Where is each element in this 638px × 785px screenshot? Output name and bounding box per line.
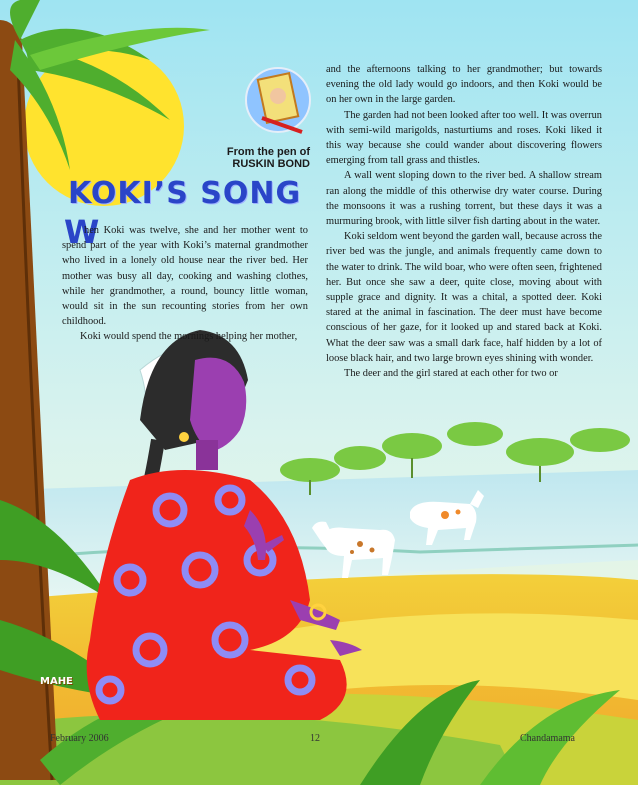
paragraph: Koki would spend the mornings helping her mother, bbox=[80, 331, 298, 343]
footer-page-number: 12 bbox=[310, 733, 320, 744]
text-column-right bbox=[326, 62, 602, 381]
paragraph: Koki seldom went beyond the garden wall, because across the river bed was the jungle, and animals frequently came down to the water to drink. The wild boar, who were often seen, frightened her. But once she saw a deer, quite close, moving about with supple grace and dignity. It was a chital, a spotted deer. Koki stared at the animal in fascination. The deer must have become conscious of her gaze, for it looked up and stared back at Koki. What the deer saw was a small dark face, half hidden by a lot of loose black hair, and two large brown eyes shining with wonder. bbox=[326, 231, 602, 364]
byline-line1: From the pen of bbox=[226, 146, 310, 158]
artist-signature: MAHE bbox=[40, 676, 73, 687]
paragraph: The garden had not been looked after too well. It was overrun with semi-wild marigolds, nasturtiums and roses. Koki liked it this way because she could wander about discovering flowers emerging from tall grass and thistles. bbox=[326, 109, 602, 167]
paragraph: The deer and the girl stared at each other for two or bbox=[344, 368, 558, 380]
author-portrait bbox=[246, 68, 310, 132]
drop-cap: W bbox=[64, 213, 100, 251]
footer-magazine-name: Chandamama bbox=[520, 733, 575, 744]
author-byline bbox=[196, 146, 310, 170]
paragraph: A wall went sloping down to the river bed. A shallow stream ran along the middle of this otherwise dry water course. During the monsoons it was a rushing torrent, but these days it was a murmuring brook, with little silver fish darting about in the water. bbox=[326, 170, 602, 228]
text-column-left bbox=[62, 223, 308, 345]
byline-author: RUSKIN BOND bbox=[232, 158, 310, 170]
footer-date: February 2006 bbox=[50, 733, 109, 744]
paragraph: hen Koki was twelve, she and her mother went to spend part of the year with Koki’s maternal grandmother who lived in a lonely old house near the river bed. Her mother was busy all day, cooking and washing clothes, while her grandmother, a round, bouncy little woman, would sit in the sun recounting stories from her own childhood. bbox=[62, 225, 308, 328]
paragraph: and the afternoons talking to her grandmother; but towards evening the old lady would go indoors, and then Koki would be on her own in the large garden. bbox=[326, 64, 602, 106]
story-title: KOKI’S SONG bbox=[68, 176, 302, 211]
